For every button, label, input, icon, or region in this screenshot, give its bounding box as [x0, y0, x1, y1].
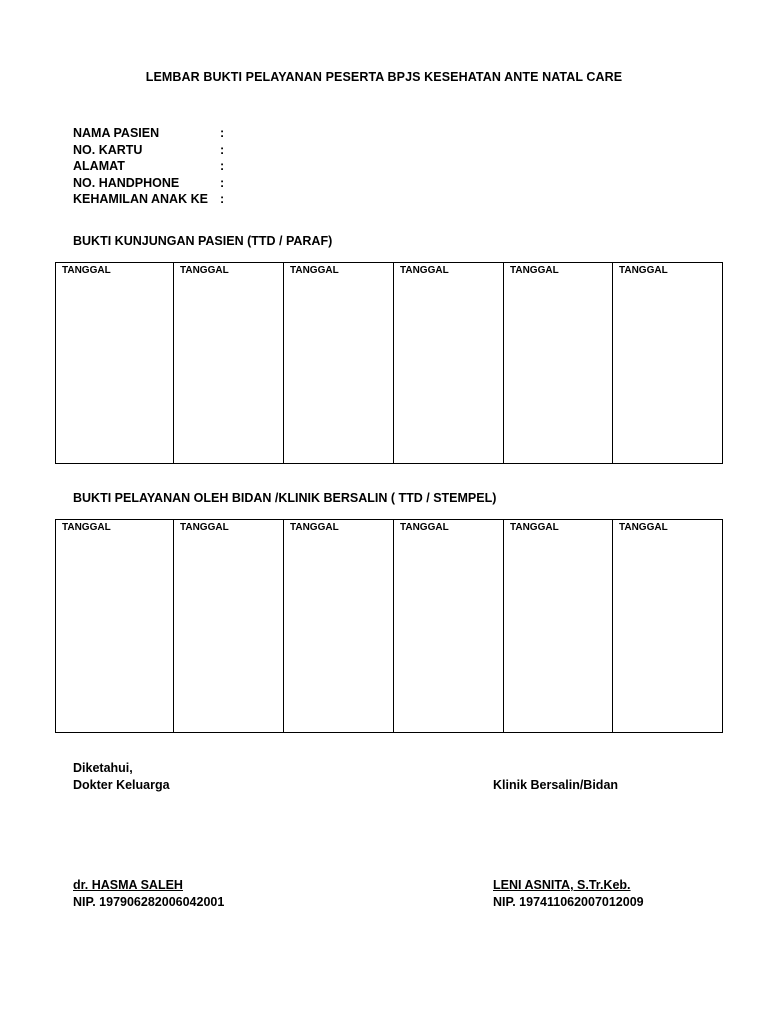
column-header: TANGGAL	[62, 522, 111, 533]
field-separator: :	[220, 175, 225, 190]
field-separator: :	[220, 126, 225, 140]
column-header: TANGGAL	[290, 522, 339, 533]
stamp-cell	[613, 520, 723, 733]
field-row-nama-pasien	[73, 126, 224, 143]
field-separator: :	[220, 159, 225, 173]
column-header: TANGGAL	[619, 265, 668, 276]
signature-cell	[284, 263, 394, 464]
column-header: TANGGAL	[619, 522, 668, 533]
signature-cell	[56, 263, 174, 464]
column-header: TANGGAL	[400, 522, 449, 533]
midwife-nip: NIP. 197411062007012009	[493, 895, 644, 909]
column-header: TANGGAL	[180, 522, 229, 533]
field-row-no-handphone	[73, 176, 224, 193]
family-doctor-label: Dokter Keluarga	[73, 778, 170, 792]
stamp-cell	[56, 520, 174, 733]
signature-cell	[174, 263, 284, 464]
midwife-name: LENI ASNITA, S.Tr.Keb.	[493, 878, 631, 892]
field-separator: :	[220, 142, 225, 157]
field-row-no-kartu	[73, 143, 224, 160]
column-header: TANGGAL	[62, 265, 111, 276]
stamp-cell	[394, 520, 504, 733]
acknowledged-label: Diketahui,	[73, 761, 133, 775]
field-label: NAMA PASIEN	[73, 126, 160, 140]
field-row-alamat	[73, 159, 224, 176]
signature-cell	[613, 263, 723, 464]
column-header: TANGGAL	[510, 522, 559, 533]
field-label: ALAMAT	[73, 159, 125, 173]
visit-proof-table	[55, 262, 723, 464]
signature-cell	[504, 263, 613, 464]
table-row	[56, 520, 723, 733]
doctor-name: dr. HASMA SALEH	[73, 878, 183, 892]
service-proof-table	[55, 519, 723, 733]
section-heading-pelayanan: BUKTI PELAYANAN OLEH BIDAN /KLINIK BERSALIN ( TTD / STEMPEL)	[73, 491, 497, 505]
table-row	[56, 263, 723, 464]
column-header: TANGGAL	[400, 265, 449, 276]
doctor-nip: NIP. 197906282006042001	[73, 895, 225, 909]
column-header: TANGGAL	[180, 265, 229, 276]
field-label: NO. HANDPHONE	[73, 175, 180, 190]
document-title: LEMBAR BUKTI PELAYANAN PESERTA BPJS KESEHATAN ANTE NATAL CARE	[145, 70, 623, 84]
clinic-midwife-label: Klinik Bersalin/Bidan	[493, 778, 619, 792]
field-label: KEHAMILAN ANAK KE	[73, 192, 208, 206]
stamp-cell	[504, 520, 613, 733]
field-separator: :	[220, 192, 225, 206]
column-header: TANGGAL	[510, 265, 559, 276]
stamp-cell	[174, 520, 284, 733]
signature-cell	[394, 263, 504, 464]
column-header: TANGGAL	[290, 265, 339, 276]
patient-fields	[73, 126, 224, 209]
field-label: NO. KARTU	[73, 142, 143, 157]
stamp-cell	[284, 520, 394, 733]
section-heading-kunjungan: BUKTI KUNJUNGAN PASIEN (TTD / PARAF)	[73, 234, 333, 248]
field-row-kehamilan-anak-ke	[73, 192, 224, 209]
